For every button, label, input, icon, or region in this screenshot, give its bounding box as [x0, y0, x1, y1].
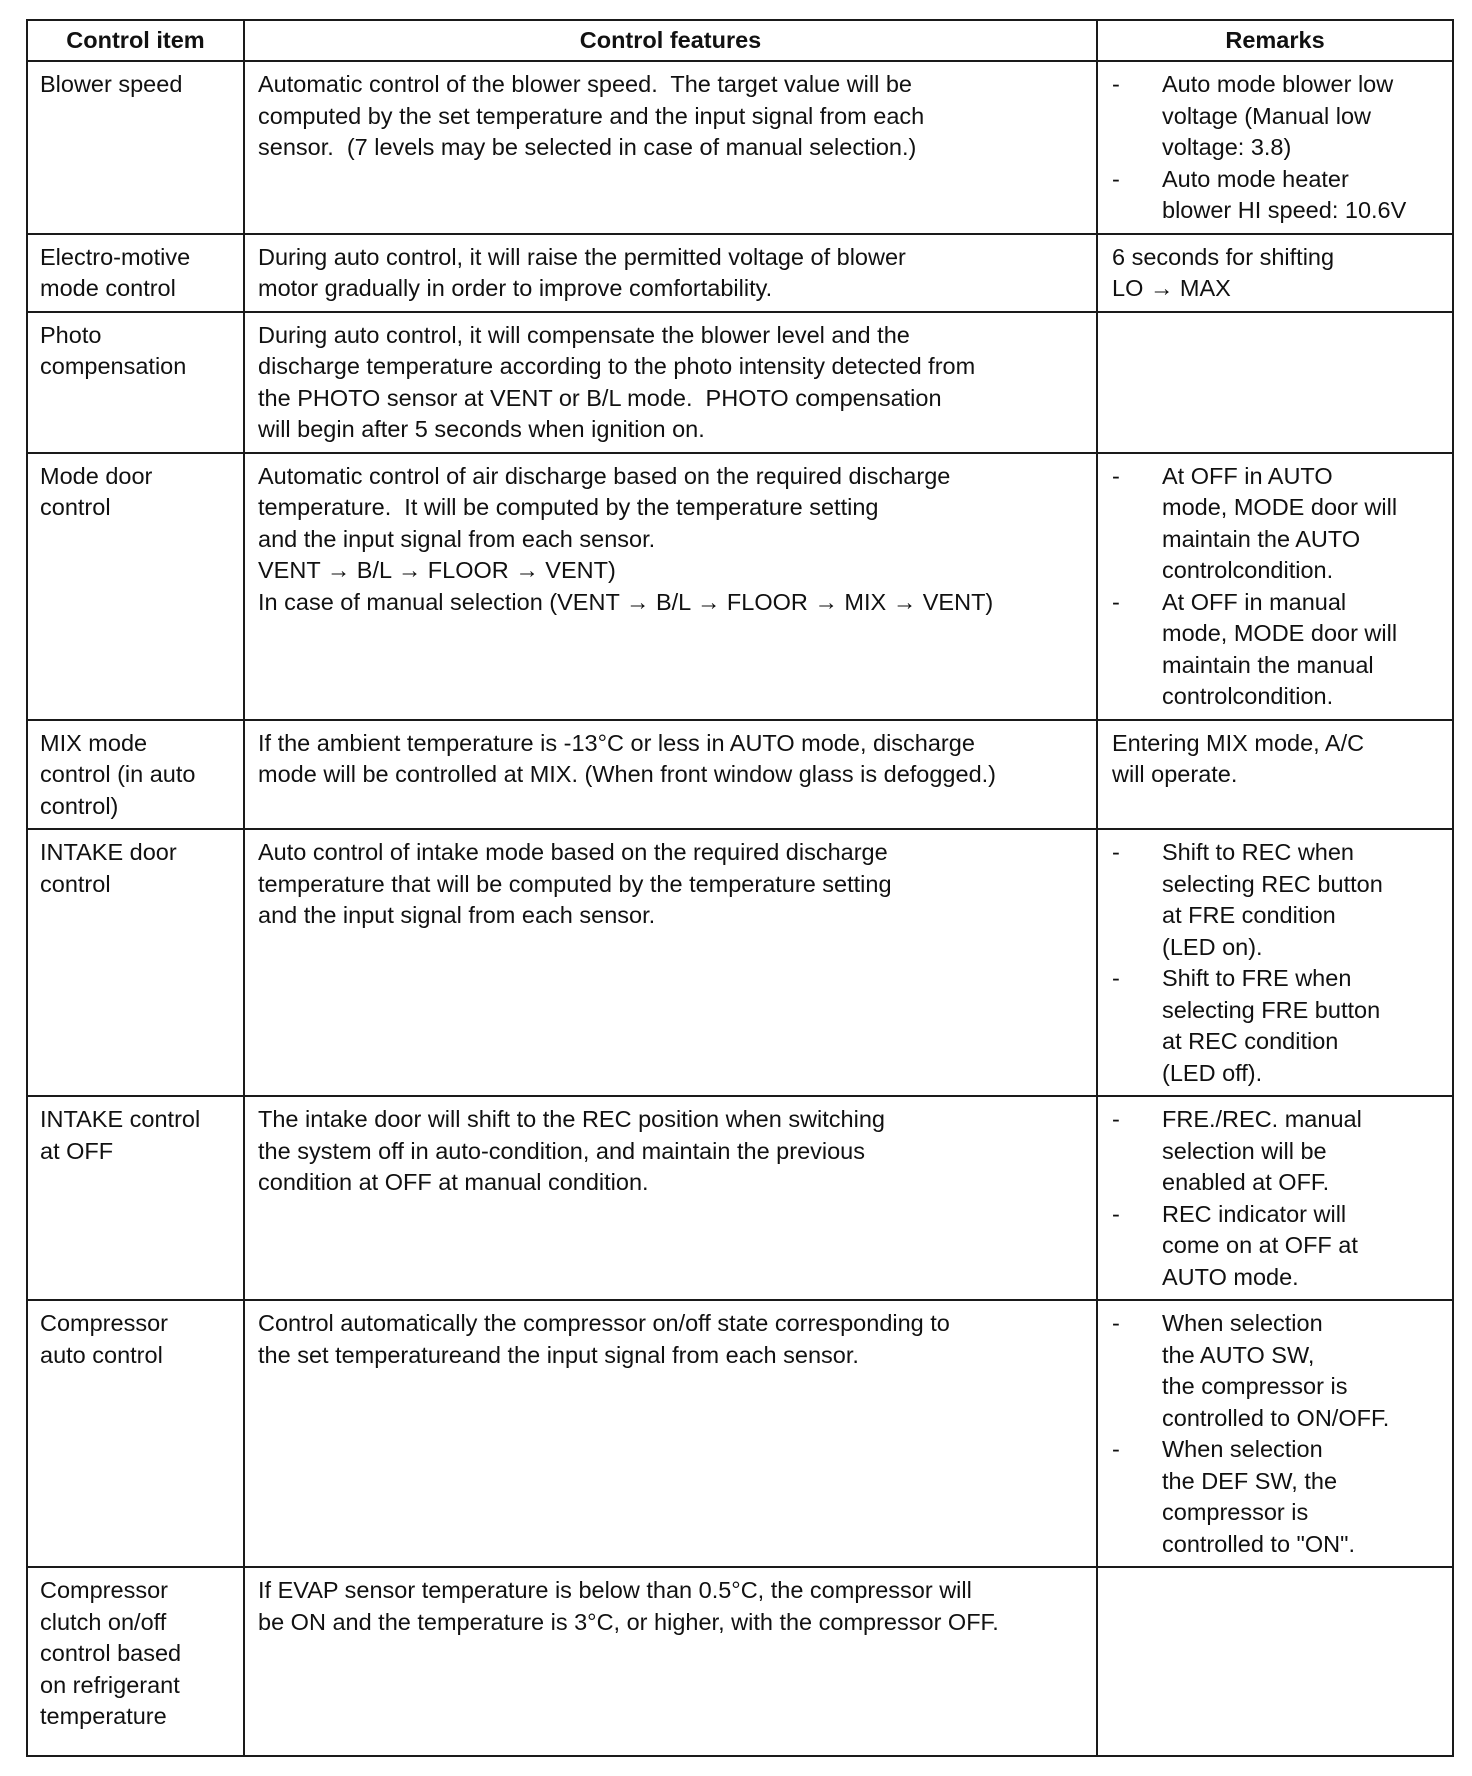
remarks-cell	[1097, 453, 1453, 720]
control-features-line: condition at OFF at manual condition.	[258, 1169, 649, 1195]
control-item-cell	[27, 1300, 244, 1567]
remarks-list-line: - When selection	[1162, 1310, 1323, 1336]
control-features-line: mode will be controlled at MIX. (When front window glass is defogged.)	[258, 761, 996, 787]
remarks-list-item	[1112, 1434, 1448, 1560]
control-features-line: Automatic control of air discharge based on the required discharge	[258, 462, 951, 489]
control-features-line: In case of manual selection (VENT → B/L → FLOOR → MIX → VENT)	[258, 588, 994, 615]
remarks-list-item	[1112, 1104, 1448, 1199]
control-features-cell	[244, 61, 1097, 234]
control-item-cell	[27, 720, 244, 830]
remarks-list	[1112, 1308, 1448, 1560]
control-features-line: motor gradually in order to improve comfortability.	[258, 275, 773, 301]
remarks-list-item	[1112, 1199, 1448, 1294]
remarks-list-line: mode, MODE door will	[1162, 494, 1398, 520]
control-item-line: Blower speed	[40, 71, 183, 97]
remarks-list-item	[1112, 164, 1448, 227]
table-row	[27, 453, 1453, 720]
remarks-list-line: the compressor is	[1162, 1373, 1348, 1399]
control-features-line: VENT → B/L → FLOOR → VENT)	[258, 557, 616, 583]
table-row	[27, 1567, 1453, 1756]
control-features-cell	[244, 312, 1097, 453]
control-features-line: During auto control, it will compensate the blower level and the	[258, 321, 910, 348]
remarks-list	[1112, 1104, 1448, 1293]
control-item-line: clutch on/off	[40, 1608, 167, 1635]
control-item-line: on refrigerant	[40, 1671, 180, 1698]
remarks-list-line: (LED on).	[1162, 933, 1263, 960]
remarks-list-line: voltage: 3.8)	[1162, 134, 1292, 160]
control-item-line: control (in auto	[40, 761, 196, 787]
remarks-list	[1112, 461, 1448, 713]
control-features-line: the system off in auto-condition, and maintain the previous	[258, 1137, 866, 1164]
control-item-cell	[27, 453, 244, 720]
remarks-line: LO → MAX	[1112, 275, 1231, 301]
control-features-line: Automatic control of the blower speed. The target value will be	[258, 71, 913, 97]
remarks-list-line: at FRE condition	[1162, 902, 1336, 928]
remarks-cell	[1097, 1096, 1453, 1300]
control-item-line: Electro-motive	[40, 243, 191, 270]
control-features-cell	[244, 234, 1097, 312]
remarks-list-line: the DEF SW, the	[1162, 1467, 1338, 1494]
remarks-line: will operate.	[1112, 761, 1238, 787]
table-body	[27, 61, 1453, 1756]
remarks-list-line: selecting FRE button	[1162, 996, 1381, 1023]
table-row	[27, 312, 1453, 453]
remarks-list-line: (LED off).	[1162, 1059, 1263, 1086]
control-features-cell	[244, 829, 1097, 1096]
remarks-list-line: - When selection	[1162, 1436, 1323, 1462]
remarks-line: 6 seconds for shifting	[1112, 243, 1335, 270]
table-row	[27, 61, 1453, 234]
remarks-list-line: compressor is	[1162, 1499, 1309, 1525]
control-features-line: and the input signal from each sensor.	[258, 902, 656, 928]
control-item-cell	[27, 234, 244, 312]
table-row	[27, 1096, 1453, 1300]
remarks-cell	[1097, 720, 1453, 830]
remarks-list-line: - At OFF in AUTO	[1162, 462, 1333, 489]
control-item-line: control	[40, 494, 111, 520]
control-features-line: discharge temperature according to the photo intensity detected from	[258, 353, 976, 379]
remarks-line: Entering MIX mode, A/C	[1112, 729, 1365, 756]
remarks-list-line: selecting REC button	[1162, 870, 1383, 897]
remarks-list-line: voltage (Manual low	[1162, 102, 1371, 129]
control-features-cell	[244, 720, 1097, 830]
remarks-list-line: blower HI speed: 10.6V	[1162, 197, 1407, 223]
control-features-line: computed by the set temperature and the input signal from each	[258, 102, 925, 129]
control-features-line: If EVAP sensor temperature is below than 0.5°C, the compressor will	[258, 1577, 972, 1603]
remarks-list-item	[1112, 837, 1448, 963]
remarks-list-line: mode, MODE door will	[1162, 620, 1398, 646]
control-features-line: If the ambient temperature is -13°C or less in AUTO mode, discharge	[258, 729, 975, 756]
control-item-line: INTAKE control	[40, 1106, 201, 1132]
remarks-list	[1112, 837, 1448, 1089]
control-features-line: Control automatically the compressor on/off state corresponding to	[258, 1310, 950, 1336]
remarks-list-line: come on at OFF at	[1162, 1232, 1358, 1258]
remarks-list-line: - Auto mode heater	[1162, 165, 1349, 192]
remarks-list-line: enabled at OFF.	[1162, 1169, 1330, 1195]
remarks-list-line: - FRE./REC. manual	[1162, 1106, 1362, 1132]
control-features-line: and the input signal from each sensor.	[258, 525, 656, 552]
remarks-cell	[1097, 1300, 1453, 1567]
control-features-line: the set temperatureand the input signal from each sensor.	[258, 1341, 859, 1368]
control-features-line: temperature that will be computed by the temperature setting	[258, 870, 892, 897]
control-item-line: MIX mode	[40, 729, 148, 756]
control-features-line: The intake door will shift to the REC position when switching	[258, 1106, 885, 1132]
remarks-list-line: selection will be	[1162, 1137, 1327, 1164]
control-features-line: temperature. It will be computed by the temperature setting	[258, 494, 879, 520]
control-item-cell	[27, 829, 244, 1096]
control-item-line: Compressor	[40, 1310, 168, 1336]
remarks-list-line: controlled to "ON".	[1162, 1530, 1356, 1557]
control-item-line: Mode door	[40, 462, 153, 489]
control-item-cell	[27, 61, 244, 234]
remarks-list-line: maintain the AUTO	[1162, 525, 1361, 552]
remarks-list-line: controlcondition.	[1162, 557, 1334, 583]
remarks-list-item	[1112, 587, 1448, 713]
remarks-list-item	[1112, 461, 1448, 587]
control-item-line: temperature	[40, 1703, 167, 1729]
remarks-list-line: - Shift to REC when	[1162, 839, 1355, 865]
control-features-cell	[244, 1096, 1097, 1300]
control-item-line: mode control	[40, 275, 176, 301]
remarks-list-line: controlcondition.	[1162, 683, 1334, 709]
control-features-cell	[244, 453, 1097, 720]
control-item-line: Compressor	[40, 1577, 168, 1603]
header-row	[27, 20, 1453, 61]
control-features-line: During auto control, it will raise the permitted voltage of blower	[258, 243, 906, 270]
control-item-cell	[27, 1567, 244, 1756]
remarks-list-line: AUTO mode.	[1162, 1263, 1299, 1290]
table-row	[27, 234, 1453, 312]
control-item-cell	[27, 312, 244, 453]
control-item-line: at OFF	[40, 1137, 114, 1164]
remarks-list-line: - REC indicator will	[1162, 1200, 1347, 1227]
table-row	[27, 720, 1453, 830]
control-item-cell	[27, 1096, 244, 1300]
control-table	[26, 19, 1454, 1757]
control-features-line: will begin after 5 seconds when ignition on.	[258, 416, 705, 442]
remarks-list-line: maintain the manual	[1162, 651, 1374, 678]
control-features-line: the PHOTO sensor at VENT or B/L mode. PHOTO compensation	[258, 384, 942, 411]
control-features-line: sensor. (7 levels may be selected in case of manual selection.)	[258, 134, 917, 160]
control-item-line: auto control	[40, 1341, 163, 1368]
remarks-list	[1112, 69, 1448, 227]
remarks-cell	[1097, 829, 1453, 1096]
table-row	[27, 1300, 1453, 1567]
remarks-cell	[1097, 61, 1453, 234]
remarks-list-line: at REC condition	[1162, 1028, 1339, 1054]
remarks-list-line: - At OFF in manual	[1162, 588, 1347, 615]
control-item-line: Photo	[40, 321, 102, 348]
control-item-line: INTAKE door	[40, 839, 177, 865]
remarks-cell	[1097, 312, 1453, 453]
control-features-line: be ON and the temperature is 3°C, or higher, with the compressor OFF.	[258, 1608, 999, 1635]
control-item-line: compensation	[40, 353, 187, 379]
control-features-line: Auto control of intake mode based on the required discharge	[258, 839, 888, 865]
remarks-list-line: - Auto mode blower low	[1162, 71, 1394, 97]
remarks-cell	[1097, 1567, 1453, 1756]
control-item-line: control	[40, 870, 111, 897]
remarks-list-item	[1112, 1308, 1448, 1434]
remarks-list-line: the AUTO SW,	[1162, 1341, 1315, 1368]
header-control-features: Control features	[244, 20, 1097, 61]
header-control-item: Control item	[27, 20, 244, 61]
remarks-list-item	[1112, 69, 1448, 164]
table-row	[27, 829, 1453, 1096]
control-features-cell	[244, 1300, 1097, 1567]
remarks-list-item	[1112, 963, 1448, 1089]
remarks-cell	[1097, 234, 1453, 312]
control-item-line: control)	[40, 792, 119, 819]
header-remarks: Remarks	[1097, 20, 1453, 61]
remarks-list-line: - Shift to FRE when	[1162, 965, 1352, 991]
remarks-list-line: controlled to ON/OFF.	[1162, 1404, 1390, 1431]
control-features-cell	[244, 1567, 1097, 1756]
control-item-line: control based	[40, 1640, 182, 1666]
